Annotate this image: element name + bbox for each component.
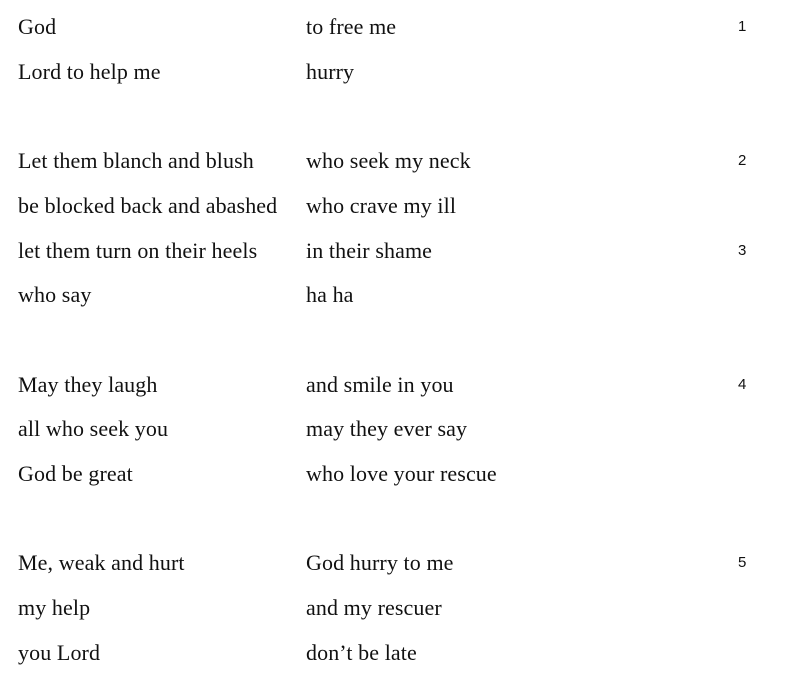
poem-line <box>0 57 799 87</box>
line-second-half: who crave my ill <box>306 193 457 218</box>
line-first-half: my help <box>18 595 91 620</box>
line-second-half: in their shame <box>306 238 433 263</box>
line-second-half: ha ha <box>306 282 354 307</box>
line-first-half: God <box>18 14 57 39</box>
line-first-half: be blocked back and abashed <box>18 193 278 218</box>
verse-number: 1 <box>738 18 747 35</box>
verse-number: 4 <box>738 376 747 393</box>
poem-line <box>0 370 799 400</box>
verse-number: 5 <box>738 554 747 571</box>
poem-line <box>0 459 799 489</box>
line-first-half: you Lord <box>18 640 101 665</box>
poem-line <box>0 146 799 176</box>
poem-line <box>0 12 799 42</box>
line-second-half: may they ever say <box>306 416 468 441</box>
line-second-half: God hurry to me <box>306 550 454 575</box>
line-second-half: hurry <box>306 59 355 84</box>
line-first-half: Me, weak and hurt <box>18 550 185 575</box>
poem-line <box>0 236 799 266</box>
poem-line <box>0 593 799 623</box>
line-first-half: all who seek you <box>18 416 169 441</box>
poem-line <box>0 191 799 221</box>
line-second-half: and my rescuer <box>306 595 442 620</box>
verse-number: 3 <box>738 242 747 259</box>
poem-line <box>0 548 799 578</box>
line-second-half: to free me <box>306 14 397 39</box>
poem-line <box>0 638 799 668</box>
line-first-half: God be great <box>18 461 133 486</box>
poem-line <box>0 414 799 444</box>
line-second-half: who love your rescue <box>306 461 497 486</box>
line-second-half: and smile in you <box>306 372 454 397</box>
line-second-half: who seek my neck <box>306 148 471 173</box>
line-first-half: who say <box>18 282 92 307</box>
line-second-half: don’t be late <box>306 640 417 665</box>
line-first-half: let them turn on their heels <box>18 238 258 263</box>
verse-number: 2 <box>738 152 747 169</box>
line-first-half: Lord to help me <box>18 59 161 84</box>
line-first-half: May they laugh <box>18 372 158 397</box>
line-first-half: Let them blanch and blush <box>18 148 254 173</box>
poem-line <box>0 280 799 310</box>
